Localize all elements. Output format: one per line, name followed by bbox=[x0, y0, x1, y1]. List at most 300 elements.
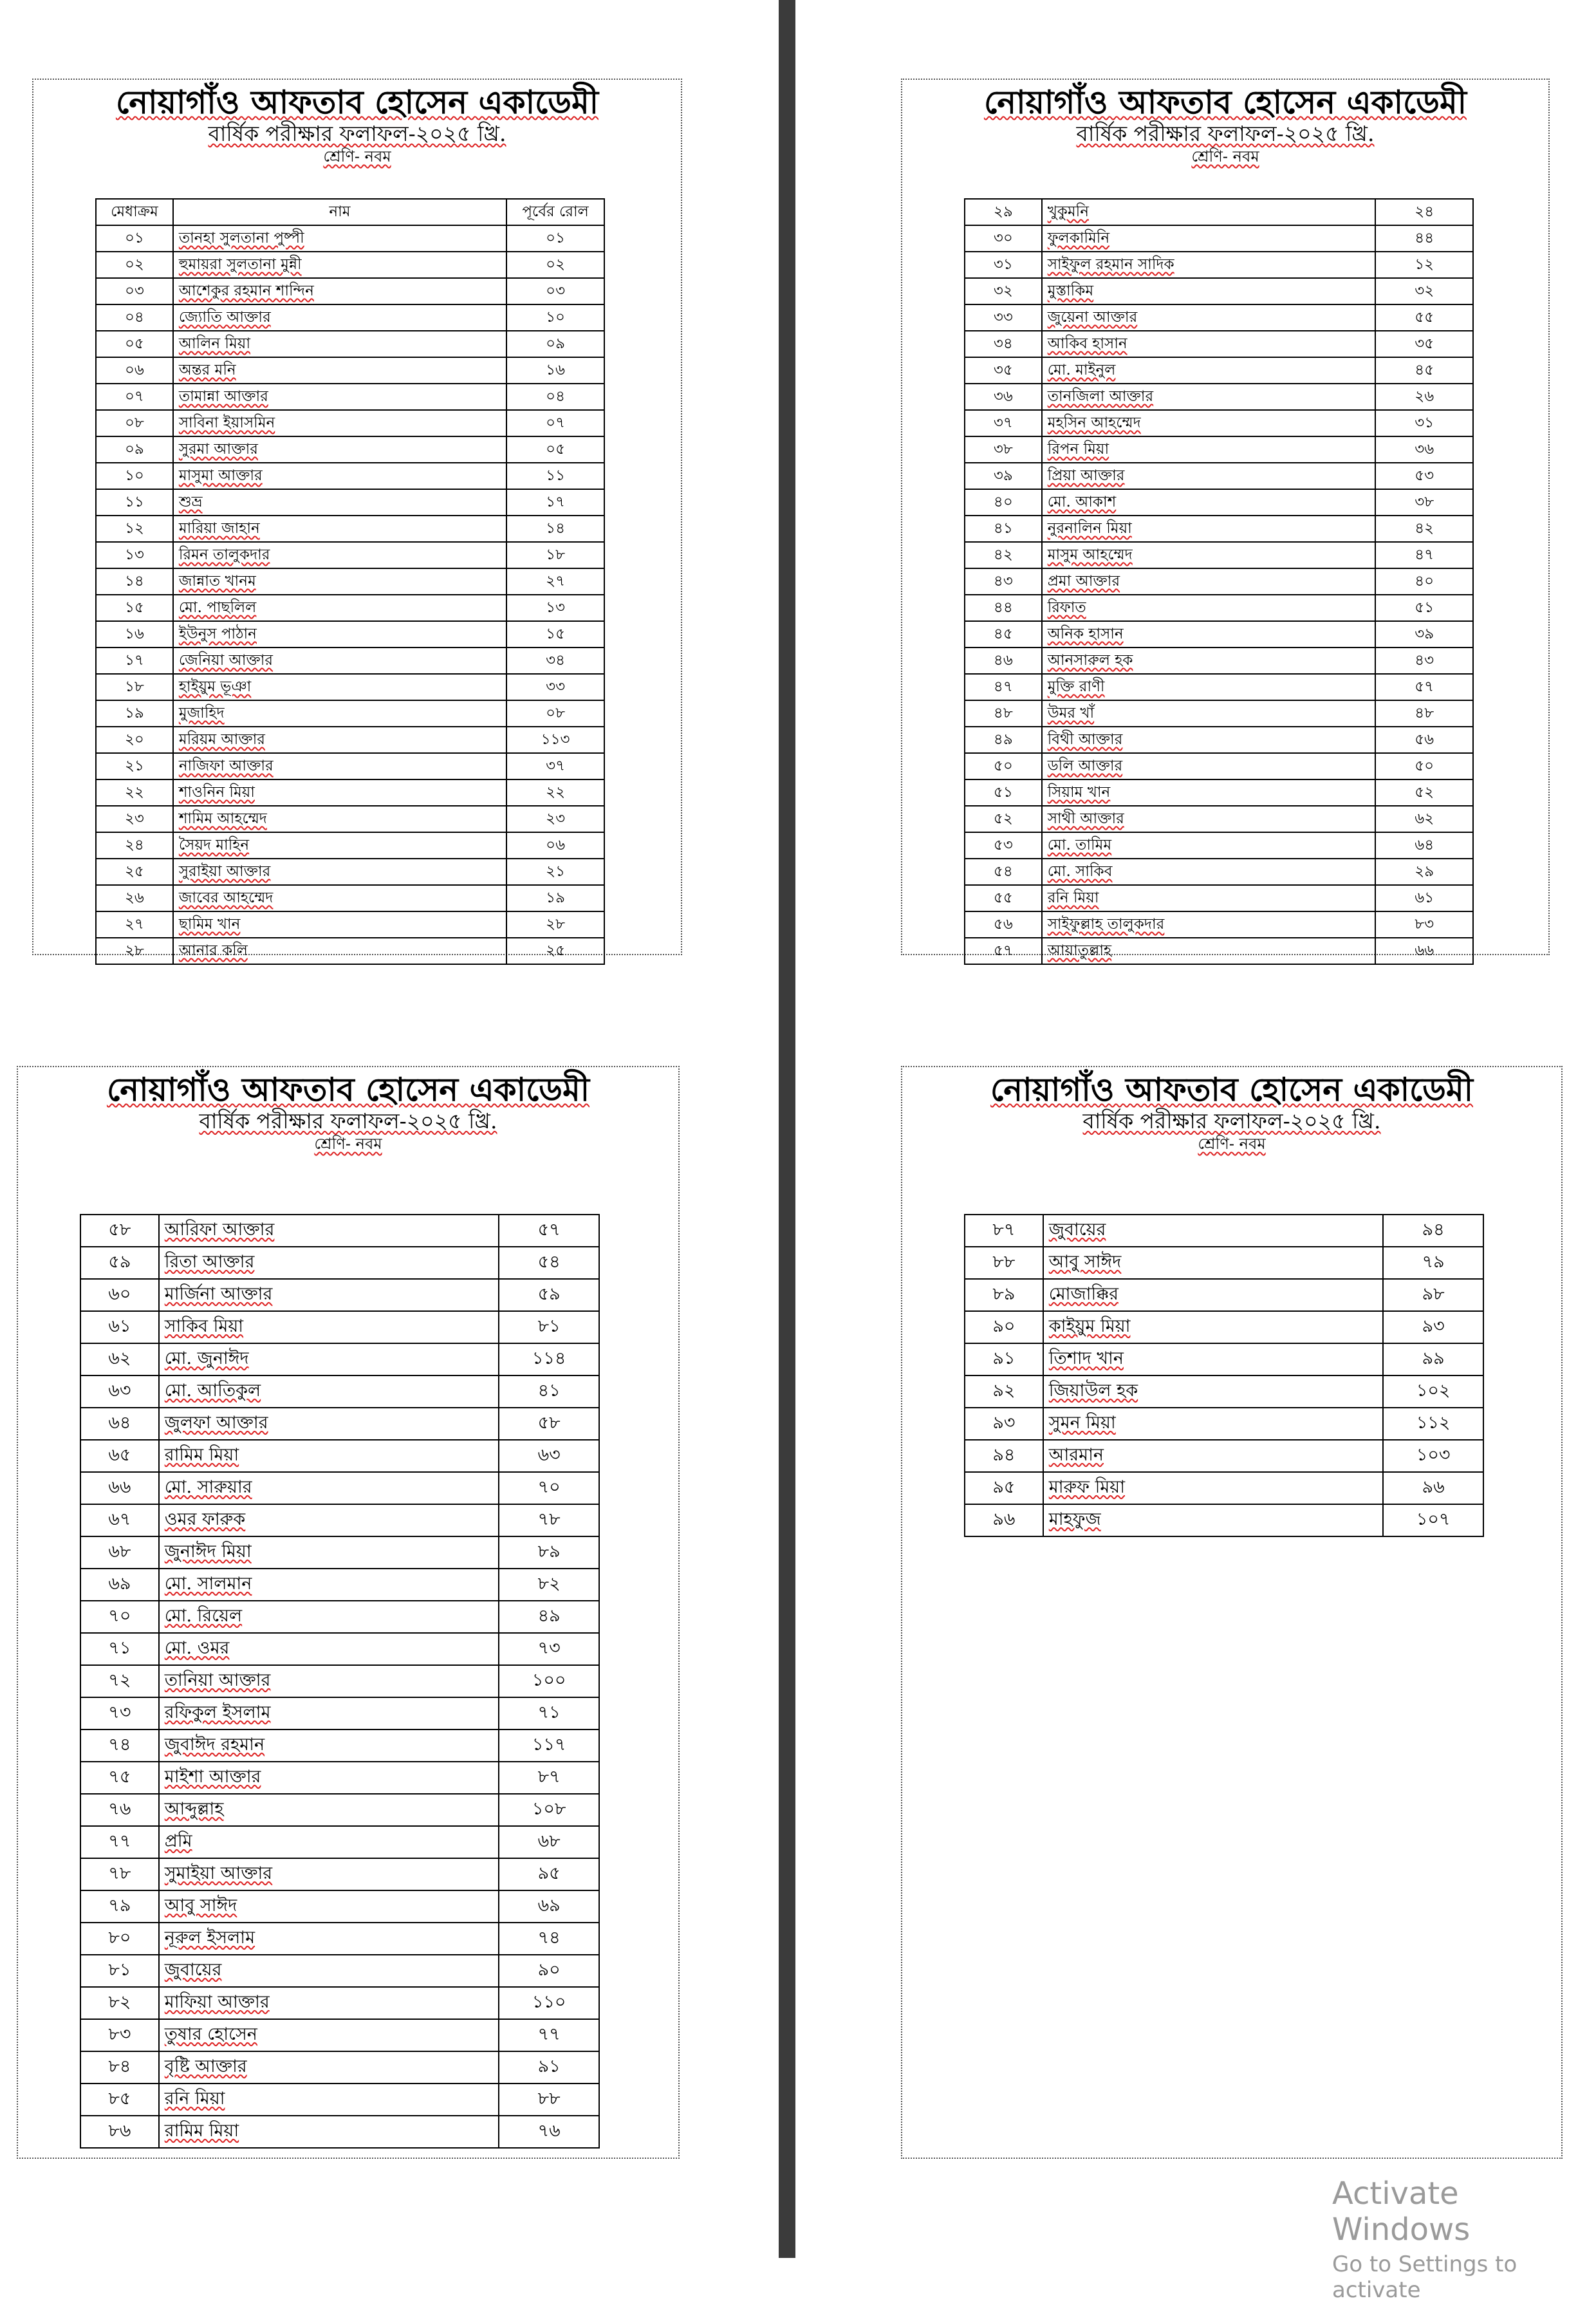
previous-roll-cell: ৯৫ bbox=[499, 1858, 599, 1890]
result-table bbox=[80, 1214, 600, 2149]
table-row bbox=[80, 2084, 599, 2116]
previous-roll-cell: ১১৩ bbox=[506, 727, 604, 753]
table-row bbox=[965, 885, 1473, 911]
class-label: শ্রেণি- নবম bbox=[1198, 1135, 1266, 1153]
previous-roll-cell: ৫৯ bbox=[499, 1279, 599, 1311]
student-name-cell: মারিয়া জাহান bbox=[173, 516, 506, 542]
table-row bbox=[965, 1279, 1483, 1311]
table-row bbox=[965, 832, 1473, 859]
table-row bbox=[80, 1955, 599, 1987]
previous-roll-cell: ১২ bbox=[1375, 252, 1473, 278]
merit-rank-cell: ৯৪ bbox=[965, 1440, 1043, 1472]
table-row bbox=[96, 516, 604, 542]
table-row bbox=[965, 700, 1473, 727]
previous-roll-cell: ৮৯ bbox=[499, 1536, 599, 1569]
table-row bbox=[965, 1311, 1483, 1343]
previous-roll-cell: ৬৪ bbox=[1375, 832, 1473, 859]
merit-rank-cell: ১০ bbox=[96, 463, 173, 489]
previous-roll-cell: ১৭ bbox=[506, 489, 604, 516]
table-row bbox=[965, 1215, 1483, 1247]
previous-roll-cell: ১০৭ bbox=[1383, 1504, 1483, 1536]
table-row bbox=[96, 357, 604, 384]
student-name-cell: জুয়েনা আক্তার bbox=[1042, 304, 1376, 331]
student-name-cell: সাথী আক্তার bbox=[1042, 806, 1376, 832]
student-name-cell: মো. সালমান bbox=[159, 1569, 499, 1601]
previous-roll-cell: ১১২ bbox=[1383, 1408, 1483, 1440]
student-name-cell: রামিম মিয়া bbox=[159, 2116, 499, 2148]
previous-roll-cell: ৮৩ bbox=[1375, 911, 1473, 938]
student-name-cell: অন্তর মনি bbox=[173, 357, 506, 384]
merit-rank-cell: ৫৮ bbox=[80, 1215, 159, 1247]
merit-rank-cell: ৬০ bbox=[80, 1279, 159, 1311]
student-name-cell: মারুফ মিয়া bbox=[1043, 1472, 1384, 1504]
merit-rank-cell: ৫৪ bbox=[965, 859, 1042, 885]
previous-roll-cell: ৮৮ bbox=[499, 2084, 599, 2116]
student-name-cell: আলিন মিয়া bbox=[173, 331, 506, 357]
previous-roll-cell: ২৫ bbox=[506, 938, 604, 964]
student-name-cell: শাওনিন মিয়া bbox=[173, 779, 506, 806]
merit-rank-cell: ১৩ bbox=[96, 542, 173, 568]
merit-rank-cell: ৯৫ bbox=[965, 1472, 1043, 1504]
student-name-cell: সাইফুল্লাহ তালুকদার bbox=[1042, 911, 1376, 938]
merit-rank-cell: ১১ bbox=[96, 489, 173, 516]
merit-rank-cell: ৪০ bbox=[965, 489, 1042, 516]
table-row bbox=[80, 1440, 599, 1472]
result-table bbox=[95, 198, 605, 965]
merit-rank-cell: ১২ bbox=[96, 516, 173, 542]
student-name-cell: তানজিলা আক্তার bbox=[1042, 384, 1376, 410]
table-row bbox=[965, 331, 1473, 357]
table-row bbox=[965, 727, 1473, 753]
exam-title: বার্ষিক পরীক্ষার ফলাফল-২০২৫ খ্রি. bbox=[199, 1108, 497, 1133]
table-row bbox=[96, 384, 604, 410]
previous-roll-cell: ৫৩ bbox=[1375, 463, 1473, 489]
table-row bbox=[96, 621, 604, 648]
merit-rank-cell: ৬৫ bbox=[80, 1440, 159, 1472]
merit-rank-cell: ৪৩ bbox=[965, 568, 1042, 595]
previous-roll-cell: ০৪ bbox=[506, 384, 604, 410]
student-name-cell: আকিব হাসান bbox=[1042, 331, 1376, 357]
previous-roll-cell: ৪৩ bbox=[1375, 648, 1473, 674]
merit-rank-cell: ৭৬ bbox=[80, 1794, 159, 1826]
previous-roll-cell: ৯১ bbox=[499, 2051, 599, 2084]
student-name-cell: হুমায়রা সুলতানা মুন্নী bbox=[173, 252, 506, 278]
table-row bbox=[96, 278, 604, 304]
student-name-cell: সিয়াম খান bbox=[1042, 779, 1376, 806]
class-label: শ্রেণি- নবম bbox=[1191, 147, 1259, 166]
student-name-cell: প্রিয়া আক্তার bbox=[1042, 463, 1376, 489]
previous-roll-cell: ৩২ bbox=[1375, 278, 1473, 304]
merit-rank-cell: ৮২ bbox=[80, 1987, 159, 2019]
merit-rank-cell: ২৫ bbox=[96, 859, 173, 885]
table-row bbox=[80, 1247, 599, 1279]
result-sheet-3 bbox=[17, 1066, 680, 2159]
table-row bbox=[80, 1987, 599, 2019]
table-row bbox=[80, 1569, 599, 1601]
student-name-cell: মো. সারুয়ার bbox=[159, 1472, 499, 1504]
merit-rank-cell: ৪৫ bbox=[965, 621, 1042, 648]
table-row bbox=[96, 568, 604, 595]
previous-roll-cell: ৯৯ bbox=[1383, 1343, 1483, 1375]
table-row bbox=[965, 621, 1473, 648]
table-row bbox=[80, 1408, 599, 1440]
student-name-cell: আনসারুল হক bbox=[1042, 648, 1376, 674]
previous-roll-cell: ৭৮ bbox=[499, 1504, 599, 1536]
table-row bbox=[80, 1665, 599, 1697]
previous-roll-cell: ৬৮ bbox=[499, 1826, 599, 1858]
merit-rank-cell: ৩৬ bbox=[965, 384, 1042, 410]
previous-roll-cell: ৫৭ bbox=[499, 1215, 599, 1247]
merit-rank-cell: ৬২ bbox=[80, 1343, 159, 1375]
merit-rank-cell: ৩৫ bbox=[965, 357, 1042, 384]
table-row bbox=[96, 489, 604, 516]
student-name-cell: প্রমি bbox=[159, 1826, 499, 1858]
student-name-cell: নুরনালিন মিয়া bbox=[1042, 516, 1376, 542]
student-name-cell: সাইফুল রহমান সাদিক bbox=[1042, 252, 1376, 278]
merit-rank-cell: ৪২ bbox=[965, 542, 1042, 568]
table-row bbox=[80, 1279, 599, 1311]
merit-rank-cell: ৯০ bbox=[965, 1311, 1043, 1343]
table-row bbox=[965, 1375, 1483, 1408]
student-name-cell: আশেকুর রহমান শান্দিন bbox=[173, 278, 506, 304]
student-name-cell: প্রমা আক্তার bbox=[1042, 568, 1376, 595]
table-row bbox=[96, 806, 604, 832]
table-row bbox=[96, 595, 604, 621]
previous-roll-cell: ৮১ bbox=[499, 1311, 599, 1343]
table-row bbox=[80, 1858, 599, 1890]
table-row bbox=[965, 1408, 1483, 1440]
merit-rank-cell: ৭০ bbox=[80, 1601, 159, 1633]
student-name-cell: মার্জিনা আক্তার bbox=[159, 1279, 499, 1311]
activation-watermark bbox=[1332, 2176, 1596, 2303]
previous-roll-cell: ১৬ bbox=[506, 357, 604, 384]
sheet-header bbox=[33, 84, 681, 168]
page-divider bbox=[779, 0, 795, 2258]
merit-rank-cell: ২১ bbox=[96, 753, 173, 779]
student-name-cell: খুকুমনি bbox=[1042, 199, 1376, 225]
student-name-cell: মো. আকাশ bbox=[1042, 489, 1376, 516]
student-name-cell: আবু সাঈদ bbox=[1043, 1247, 1384, 1279]
merit-rank-cell: ১৭ bbox=[96, 648, 173, 674]
student-name-cell: মরিয়ম আক্তার bbox=[173, 727, 506, 753]
merit-rank-cell: ২৯ bbox=[965, 199, 1042, 225]
table-row bbox=[965, 252, 1473, 278]
previous-roll-cell: ৫১ bbox=[1375, 595, 1473, 621]
table-row bbox=[965, 1472, 1483, 1504]
previous-roll-cell: ৭৬ bbox=[499, 2116, 599, 2148]
previous-roll-cell: ১০২ bbox=[1383, 1375, 1483, 1408]
student-name-cell: মো. মাইনুল bbox=[1042, 357, 1376, 384]
previous-roll-cell: ৬৩ bbox=[499, 1440, 599, 1472]
merit-rank-cell: ৭৩ bbox=[80, 1697, 159, 1730]
previous-roll-cell: ১০৮ bbox=[499, 1794, 599, 1826]
table-row bbox=[80, 1730, 599, 1762]
previous-roll-cell: ১১ bbox=[506, 463, 604, 489]
student-name-cell: মো. আতিকুল bbox=[159, 1375, 499, 1408]
table-row bbox=[80, 1794, 599, 1826]
merit-rank-cell: ০৪ bbox=[96, 304, 173, 331]
table-row bbox=[96, 331, 604, 357]
merit-rank-cell: ৪৪ bbox=[965, 595, 1042, 621]
previous-roll-cell: ৩৫ bbox=[1375, 331, 1473, 357]
merit-rank-cell: ৭১ bbox=[80, 1633, 159, 1665]
merit-rank-cell: ৬৩ bbox=[80, 1375, 159, 1408]
merit-rank-cell: ৫৬ bbox=[965, 911, 1042, 938]
merit-rank-cell: ৮০ bbox=[80, 1923, 159, 1955]
merit-rank-cell: ০৩ bbox=[96, 278, 173, 304]
previous-roll-cell: ৪৭ bbox=[1375, 542, 1473, 568]
previous-roll-cell: ৪২ bbox=[1375, 516, 1473, 542]
previous-roll-cell: ৭৭ bbox=[499, 2019, 599, 2051]
table-row bbox=[96, 252, 604, 278]
table-row bbox=[96, 832, 604, 859]
table-row bbox=[965, 595, 1473, 621]
result-table bbox=[964, 198, 1474, 965]
merit-rank-cell: ৩৮ bbox=[965, 436, 1042, 463]
student-name-cell: মুজাহিদ bbox=[173, 700, 506, 727]
student-name-cell: জুবায়ের bbox=[159, 1955, 499, 1987]
merit-rank-cell: ২০ bbox=[96, 727, 173, 753]
merit-rank-cell: ৪৯ bbox=[965, 727, 1042, 753]
merit-rank-cell: ১৪ bbox=[96, 568, 173, 595]
previous-roll-cell: ২৩ bbox=[506, 806, 604, 832]
student-name-cell: অনিক হাসান bbox=[1042, 621, 1376, 648]
table-row bbox=[96, 911, 604, 938]
merit-rank-cell: ৩৪ bbox=[965, 331, 1042, 357]
table-row bbox=[96, 648, 604, 674]
previous-roll-cell: ৯০ bbox=[499, 1955, 599, 1987]
exam-title: বার্ষিক পরীক্ষার ফলাফল-২০২৫ খ্রি. bbox=[208, 120, 506, 146]
table-row bbox=[965, 859, 1473, 885]
previous-roll-cell: ৩১ bbox=[1375, 410, 1473, 436]
merit-rank-cell: ৫৯ bbox=[80, 1247, 159, 1279]
student-name-cell: আয়াতুল্লাহ bbox=[1042, 938, 1376, 964]
previous-roll-cell: ৪১ bbox=[499, 1375, 599, 1408]
merit-rank-cell: ৮৬ bbox=[80, 2116, 159, 2148]
student-name-cell: মো. রিয়েল bbox=[159, 1601, 499, 1633]
merit-rank-cell: ৭৪ bbox=[80, 1730, 159, 1762]
merit-rank-cell: ৩৩ bbox=[965, 304, 1042, 331]
table-row bbox=[80, 1536, 599, 1569]
previous-roll-cell: ৫৫ bbox=[1375, 304, 1473, 331]
previous-roll-cell: ৯৮ bbox=[1383, 1279, 1483, 1311]
student-name-cell: জুবায়ের bbox=[1043, 1215, 1384, 1247]
table-row bbox=[80, 1890, 599, 1923]
student-name-cell: জুনাঈদ মিয়া bbox=[159, 1536, 499, 1569]
student-name-cell: সুমন মিয়া bbox=[1043, 1408, 1384, 1440]
table-row bbox=[965, 911, 1473, 938]
merit-rank-cell: ৩১ bbox=[965, 252, 1042, 278]
previous-roll-cell: ০৯ bbox=[506, 331, 604, 357]
table-row bbox=[965, 384, 1473, 410]
student-name-cell: রনি মিয়া bbox=[159, 2084, 499, 2116]
table-row bbox=[965, 806, 1473, 832]
result-table bbox=[964, 1214, 1484, 1537]
previous-roll-cell: ৬৯ bbox=[499, 1890, 599, 1923]
student-name-cell: আরিফা আক্তার bbox=[159, 1215, 499, 1247]
table-row bbox=[965, 304, 1473, 331]
column-header: নাম bbox=[173, 199, 506, 225]
previous-roll-cell: ৭৪ bbox=[499, 1923, 599, 1955]
student-name-cell: মাফিয়া আক্তার bbox=[159, 1987, 499, 2019]
table-row bbox=[96, 727, 604, 753]
merit-rank-cell: ২২ bbox=[96, 779, 173, 806]
previous-roll-cell: ২২ bbox=[506, 779, 604, 806]
table-row bbox=[965, 753, 1473, 779]
result-sheet-2 bbox=[901, 79, 1550, 959]
previous-roll-cell: ০৩ bbox=[506, 278, 604, 304]
previous-roll-cell: ২৬ bbox=[1375, 384, 1473, 410]
student-name-cell: মো. জুনাঈদ bbox=[159, 1343, 499, 1375]
previous-roll-cell: ০২ bbox=[506, 252, 604, 278]
student-name-cell: মহসিন আহম্মেদ bbox=[1042, 410, 1376, 436]
merit-rank-cell: ৩৭ bbox=[965, 410, 1042, 436]
student-name-cell: বিথী আক্তার bbox=[1042, 727, 1376, 753]
merit-rank-cell: ৪১ bbox=[965, 516, 1042, 542]
merit-rank-cell: ২৭ bbox=[96, 911, 173, 938]
table-row bbox=[80, 1697, 599, 1730]
previous-roll-cell: ০৮ bbox=[506, 700, 604, 727]
merit-rank-cell: ৬৪ bbox=[80, 1408, 159, 1440]
merit-rank-cell: ৯১ bbox=[965, 1343, 1043, 1375]
table-row bbox=[80, 1601, 599, 1633]
table-row bbox=[965, 542, 1473, 568]
student-name-cell: মো. ওমর bbox=[159, 1633, 499, 1665]
merit-rank-cell: ৩০ bbox=[965, 225, 1042, 252]
previous-roll-cell: ৩৮ bbox=[1375, 489, 1473, 516]
table-row bbox=[80, 2019, 599, 2051]
previous-roll-cell: ৪৮ bbox=[1375, 700, 1473, 727]
table-row bbox=[96, 304, 604, 331]
previous-roll-cell: ৪৯ bbox=[499, 1601, 599, 1633]
merit-rank-cell: ৭২ bbox=[80, 1665, 159, 1697]
previous-roll-cell: ৯৩ bbox=[1383, 1311, 1483, 1343]
merit-rank-cell: ৯৬ bbox=[965, 1504, 1043, 1536]
student-name-cell: মুস্তাকিম bbox=[1042, 278, 1376, 304]
merit-rank-cell: ১৬ bbox=[96, 621, 173, 648]
table-row bbox=[96, 674, 604, 700]
merit-rank-cell: ৮৪ bbox=[80, 2051, 159, 2084]
merit-rank-cell: ৫০ bbox=[965, 753, 1042, 779]
table-row bbox=[965, 199, 1473, 225]
student-name-cell: ডলি আক্তার bbox=[1042, 753, 1376, 779]
table-row bbox=[80, 1762, 599, 1794]
merit-rank-cell: ৩২ bbox=[965, 278, 1042, 304]
student-name-cell: কাইয়ুম মিয়া bbox=[1043, 1311, 1384, 1343]
table-row bbox=[96, 700, 604, 727]
merit-rank-cell: ৫৩ bbox=[965, 832, 1042, 859]
previous-roll-cell: ১৫ bbox=[506, 621, 604, 648]
previous-roll-cell: ৫০ bbox=[1375, 753, 1473, 779]
previous-roll-cell: ৫৮ bbox=[499, 1408, 599, 1440]
previous-roll-cell: ৩৪ bbox=[506, 648, 604, 674]
merit-rank-cell: ৫২ bbox=[965, 806, 1042, 832]
school-name: নোয়াগাঁও আফতাব হোসেন একাডেমী bbox=[983, 83, 1467, 121]
table-row bbox=[965, 1343, 1483, 1375]
merit-rank-cell: ২৬ bbox=[96, 885, 173, 911]
previous-roll-cell: ৫৬ bbox=[1375, 727, 1473, 753]
previous-roll-cell: ৭৩ bbox=[499, 1633, 599, 1665]
student-name-cell: জিয়াউল হক bbox=[1043, 1375, 1384, 1408]
merit-rank-cell: ৬৭ bbox=[80, 1504, 159, 1536]
student-name-cell: ফুলকামিনি bbox=[1042, 225, 1376, 252]
merit-rank-cell: ০৯ bbox=[96, 436, 173, 463]
merit-rank-cell: ৮১ bbox=[80, 1955, 159, 1987]
previous-roll-cell: ০৭ bbox=[506, 410, 604, 436]
student-name-cell: সুরমা আক্তার bbox=[173, 436, 506, 463]
student-name-cell: তামান্না আক্তার bbox=[173, 384, 506, 410]
table-row bbox=[96, 225, 604, 252]
table-row bbox=[96, 938, 604, 964]
school-name: নোয়াগাঁও আফতাব হোসেন একাডেমী bbox=[990, 1070, 1474, 1108]
student-name-cell: সাবিনা ইয়াসমিন bbox=[173, 410, 506, 436]
previous-roll-cell: ৪০ bbox=[1375, 568, 1473, 595]
student-name-cell: মাহফুজ bbox=[1043, 1504, 1384, 1536]
table-row bbox=[965, 938, 1473, 964]
table-row bbox=[965, 278, 1473, 304]
merit-rank-cell: ১৯ bbox=[96, 700, 173, 727]
student-name-cell: মাসুমা আক্তার bbox=[173, 463, 506, 489]
student-name-cell: জাবের আহম্মেদ bbox=[173, 885, 506, 911]
previous-roll-cell: ৬২ bbox=[1375, 806, 1473, 832]
student-name-cell: রামিম মিয়া bbox=[159, 1440, 499, 1472]
student-name-cell: নাজিফা আক্তার bbox=[173, 753, 506, 779]
merit-rank-cell: ০২ bbox=[96, 252, 173, 278]
table-header-row bbox=[96, 199, 604, 225]
previous-roll-cell: ৬৬ bbox=[1375, 938, 1473, 964]
merit-rank-cell: ৬৬ bbox=[80, 1472, 159, 1504]
table-row bbox=[965, 1247, 1483, 1279]
column-header: পূর্বের রোল bbox=[506, 199, 604, 225]
previous-roll-cell: ২৮ bbox=[506, 911, 604, 938]
table-row bbox=[965, 648, 1473, 674]
merit-rank-cell: ৫১ bbox=[965, 779, 1042, 806]
merit-rank-cell: ৭৫ bbox=[80, 1762, 159, 1794]
merit-rank-cell: ৯৩ bbox=[965, 1408, 1043, 1440]
table-row bbox=[96, 859, 604, 885]
merit-rank-cell: ৪৮ bbox=[965, 700, 1042, 727]
previous-roll-cell: ৮২ bbox=[499, 1569, 599, 1601]
previous-roll-cell: ৯৪ bbox=[1383, 1215, 1483, 1247]
previous-roll-cell: ৬১ bbox=[1375, 885, 1473, 911]
table-row bbox=[965, 225, 1473, 252]
student-name-cell: আব্দুল্লাহ bbox=[159, 1794, 499, 1826]
merit-rank-cell: ১৫ bbox=[96, 595, 173, 621]
previous-roll-cell: ২৭ bbox=[506, 568, 604, 595]
merit-rank-cell: ৫৫ bbox=[965, 885, 1042, 911]
previous-roll-cell: ১১০ bbox=[499, 1987, 599, 2019]
student-name-cell: জুলফা আক্তার bbox=[159, 1408, 499, 1440]
previous-roll-cell: ৩৭ bbox=[506, 753, 604, 779]
student-name-cell: জ্যোতি আক্তার bbox=[173, 304, 506, 331]
previous-roll-cell: ১১৪ bbox=[499, 1343, 599, 1375]
merit-rank-cell: ২৮ bbox=[96, 938, 173, 964]
previous-roll-cell: ৩৬ bbox=[1375, 436, 1473, 463]
merit-rank-cell: ৬৮ bbox=[80, 1536, 159, 1569]
table-row bbox=[965, 779, 1473, 806]
student-name-cell: উমর খাঁ bbox=[1042, 700, 1376, 727]
previous-roll-cell: ২৯ bbox=[1375, 859, 1473, 885]
merit-rank-cell: ১৮ bbox=[96, 674, 173, 700]
table-row bbox=[96, 885, 604, 911]
student-name-cell: মাইশা আক্তার bbox=[159, 1762, 499, 1794]
table-row bbox=[96, 436, 604, 463]
table-row bbox=[965, 674, 1473, 700]
table-row bbox=[96, 753, 604, 779]
merit-rank-cell: ৪৬ bbox=[965, 648, 1042, 674]
student-name-cell: ইউনুস পাঠান bbox=[173, 621, 506, 648]
student-name-cell: সাকিব মিয়া bbox=[159, 1311, 499, 1343]
